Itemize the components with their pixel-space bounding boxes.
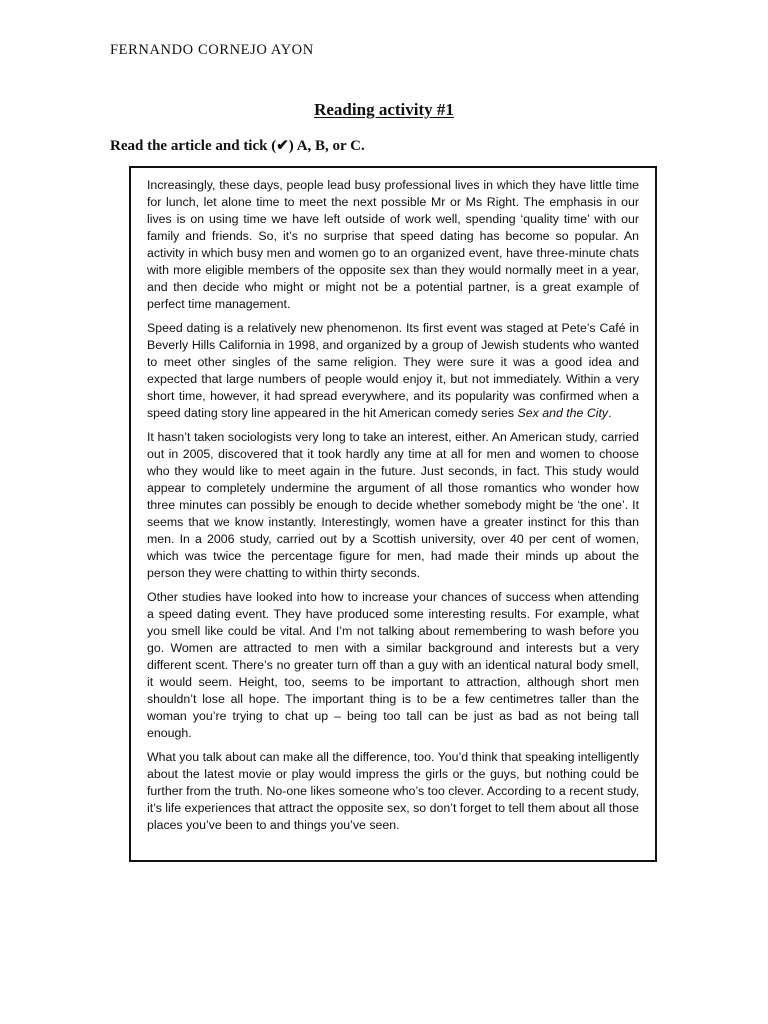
paragraph-text: Speed dating is a relatively new phenomenon. Its first event was staged at Pete’s Café in Beverly Hills California in 1998, and organized by a group of Jewish students who wanted to meet other singles of the same religion. They were sure it was a good idea and expected that large numbers of people would enjoy it, but not immediately. Within a very short time, however, it had spread everywhere, and its popularity was confirmed when a speed dating story line appeared in the hit American comedy series: [147, 321, 639, 420]
paragraph-text: Increasingly, these days, people lead busy professional lives in which they have little time for lunch, let alone time to meet the next possible Mr or Ms Right. The emphasis in our lives is on using time we have left outside of work well, spending ‘quality time’ with our family and friends. So, it’s no surprise that speed dating has become so popular. An activity in which busy men and women go to an organized event, have three-minute chats with more eligible members of the opposite sex than they would normally meet in a year, and then decide who might or might not be a potential partner, is a great example of perfect time management.: [147, 178, 639, 311]
article-paragraph-3: [147, 429, 639, 582]
article-paragraph-4: [147, 589, 639, 742]
article-box: [129, 166, 657, 862]
instruction-text: Read the article and tick (✔) A, B, or C.: [110, 138, 365, 154]
series-title: Sex and the City: [517, 406, 609, 420]
paragraph-text: It hasn’t taken sociologists very long to take an interest, either. An American study, carried out in 2005, discovered that it took hardly any time at all for men and women to choose who they would like to meet again in the future. Just seconds, in fact. This study would appear to completely undermine the argument of all those romantics who wonder how three minutes can possibly be enough to decide whether somebody might be ‘the one’. It seems that we know instantly. Interestingly, women have a greater instinct for this than men. In a 2006 study, carried out by a Scottish university, over 40 per cent of women, which was twice the percentage figure for men, had made their minds up about the person they were chatting to within thirty seconds.: [147, 430, 639, 580]
author-name: FERNANDO CORNEJO AYON: [110, 42, 314, 58]
paragraph-text: What you talk about can make all the difference, too. You’d think that speaking intelligently about the latest movie or play would impress the girls or the guys, but nothing could be further from the truth. No-one likes someone who’s too clever. According to a recent study, it’s life experiences that attract the opposite sex, so don’t forget to tell them about all those places you’ve been to and things you’ve seen.: [147, 750, 639, 832]
article-paragraph-1: [147, 177, 639, 313]
article-paragraph-2: [147, 320, 639, 422]
article-paragraph-5: [147, 749, 639, 834]
activity-title: Reading activity #1: [314, 100, 454, 119]
paragraph-end: .: [608, 406, 612, 420]
paragraph-text: Other studies have looked into how to increase your chances of success when attending a speed dating event. They have produced some interesting results. For example, what you smell like could be vital. And I’m not talking about remembering to wash before you go. Women are attracted to men with a similar background and interests but a very different scent. There’s no greater turn off than a guy with an identical natural body smell, it would seem. Height, too, seems to be important to attraction, although short men shouldn’t lose all hope. The important thing is to be a few centimetres taller than the woman you’re trying to chat up – being too tall can be just as bad as not being tall enough.: [147, 590, 639, 740]
